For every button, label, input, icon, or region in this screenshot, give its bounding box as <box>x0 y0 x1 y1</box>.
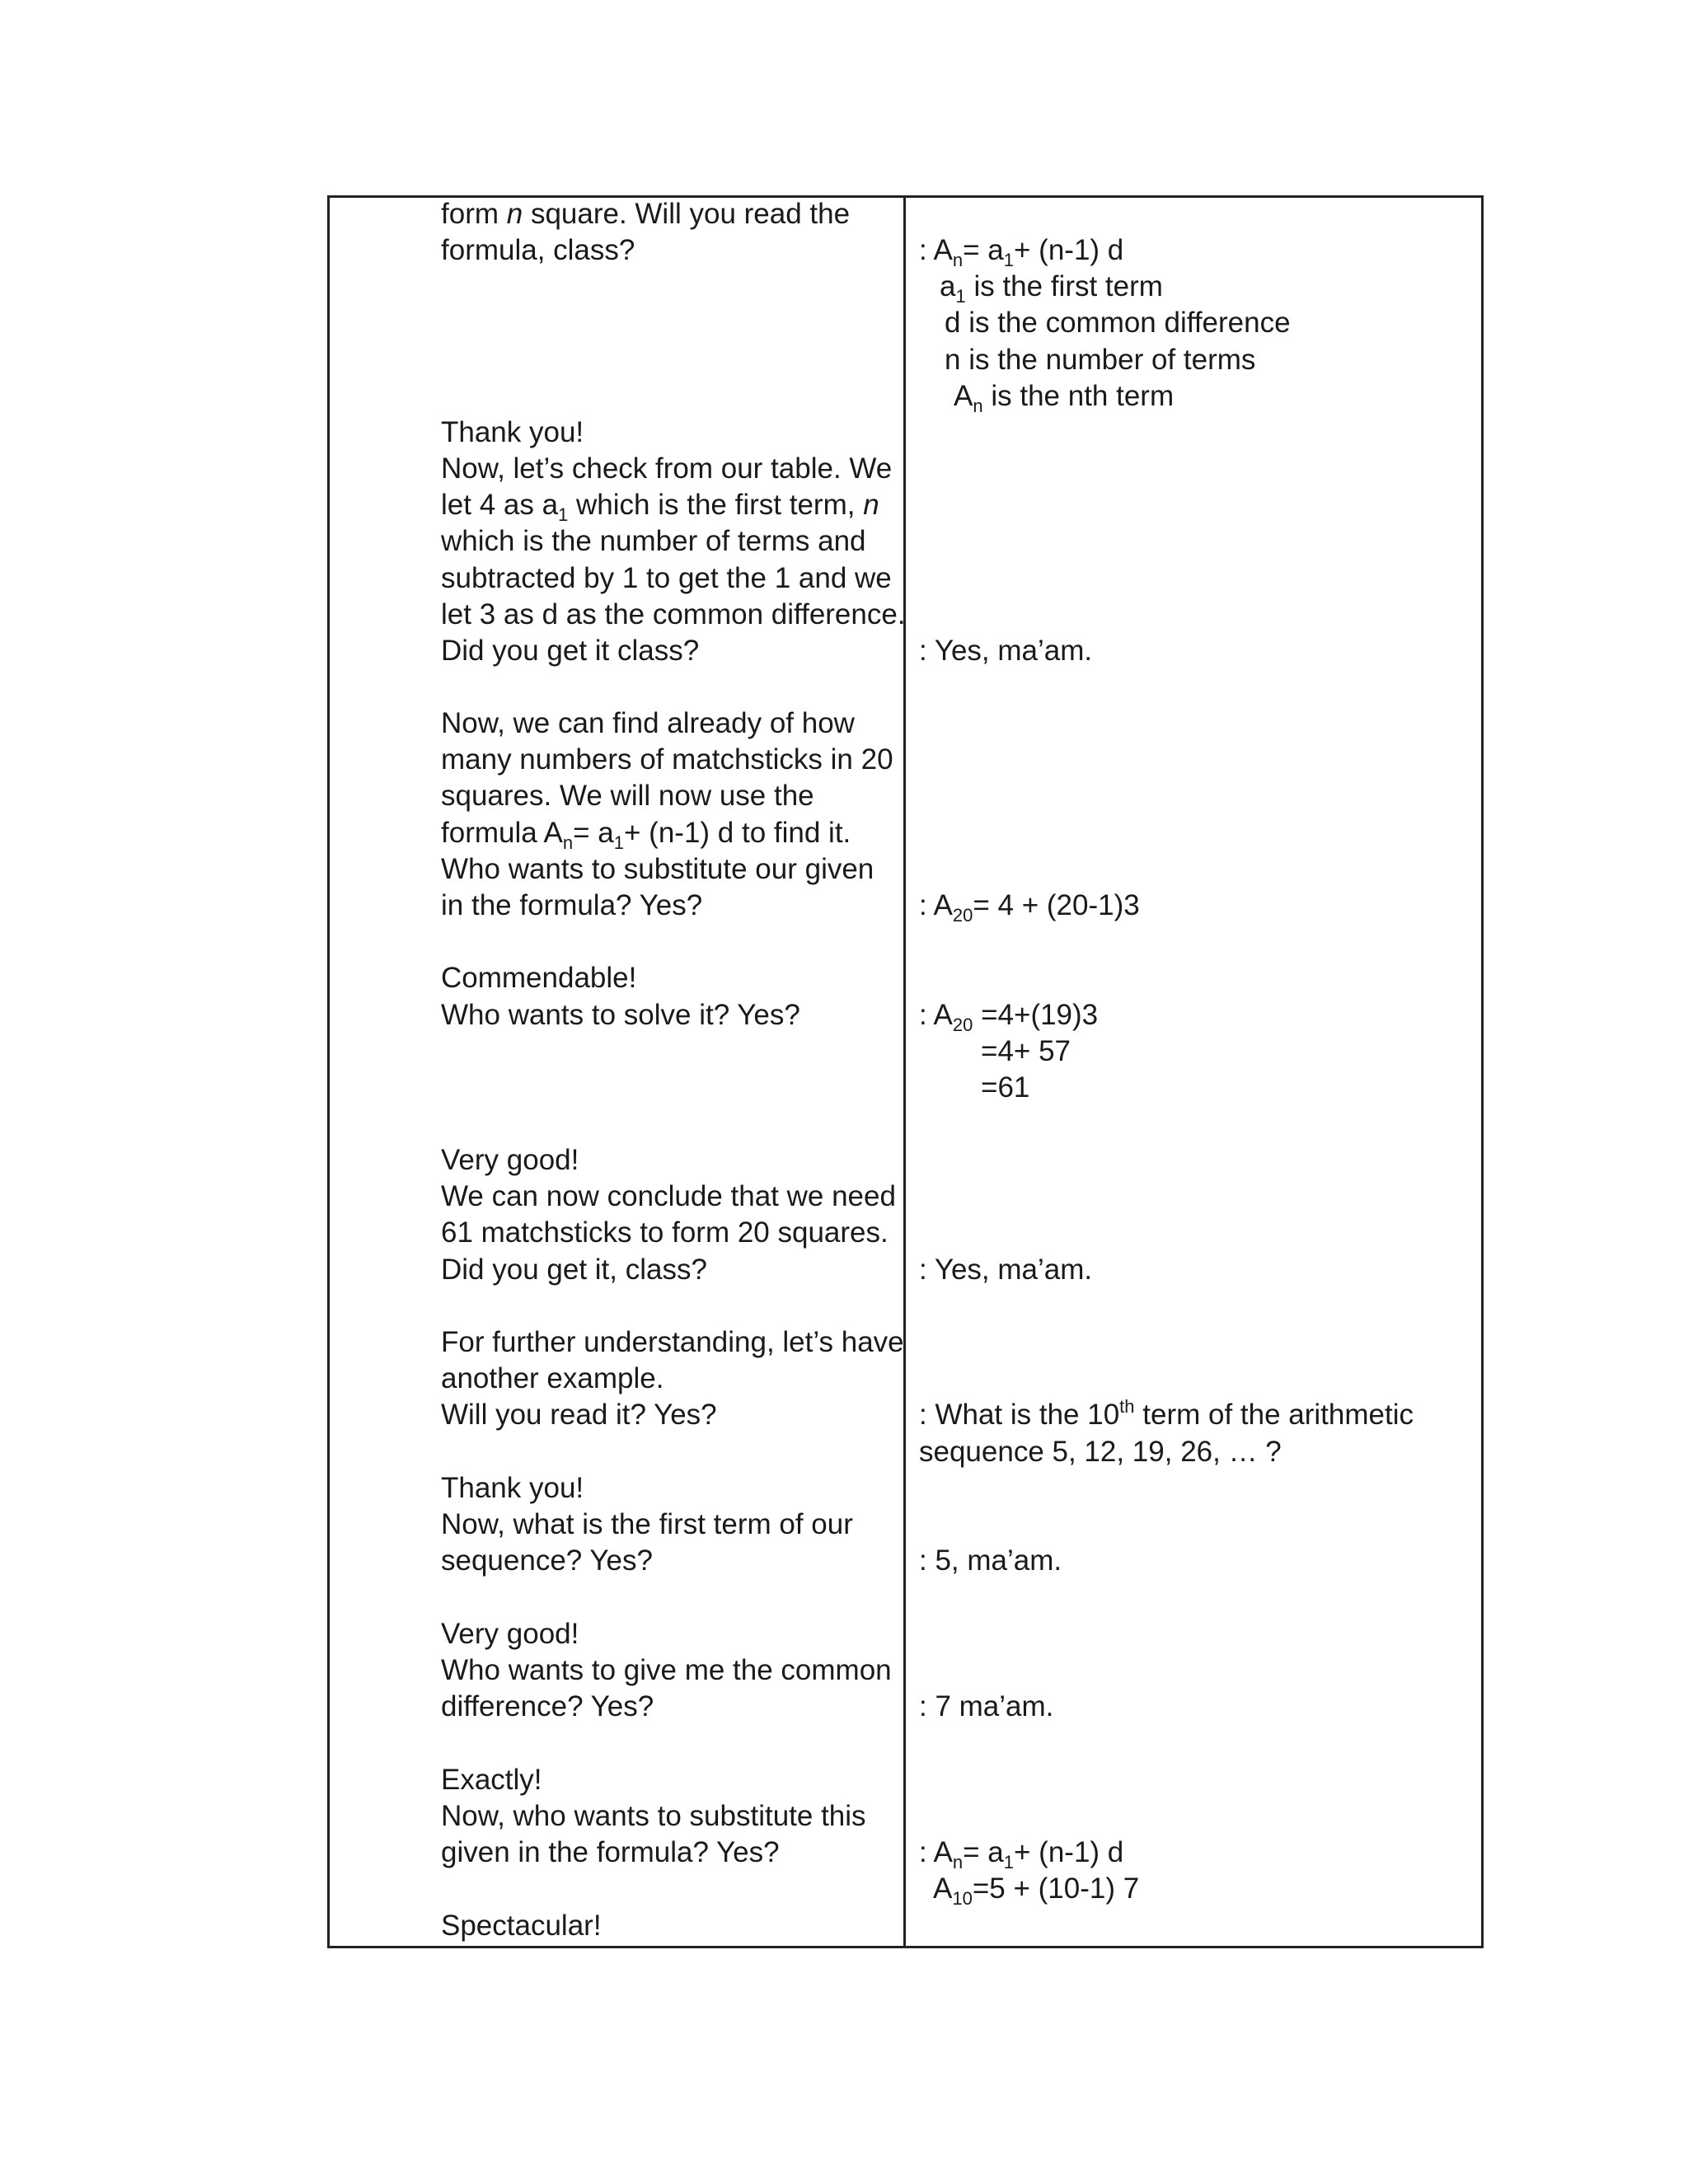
teacher-line: in the formula? Yes? <box>441 889 703 921</box>
teacher-line: Now, let’s check from our table. We <box>441 452 893 485</box>
teacher-line: Did you get it, class? <box>441 1254 707 1286</box>
text: a <box>940 270 956 302</box>
text: form <box>441 198 499 230</box>
teacher-line: We can now conclude that we need <box>441 1180 896 1212</box>
text: n <box>506 198 523 230</box>
teacher-line: formula, class? <box>441 234 635 266</box>
teacher-line: squares. We will now use the <box>441 780 814 812</box>
text: + (n-1) d <box>1014 234 1124 266</box>
student-line: sequence 5, 12, 19, 26, … ? <box>919 1436 1282 1468</box>
student-line <box>919 997 1098 1033</box>
text: square. Will you read the <box>530 198 851 230</box>
text: A <box>933 1872 953 1905</box>
subscript: 1 <box>613 832 624 853</box>
teacher-line: Who wants to substitute our given <box>441 853 874 885</box>
text: : What is the 10 <box>919 1399 1120 1431</box>
teacher-line: Exactly! <box>441 1764 542 1796</box>
teacher-line: difference? Yes? <box>441 1690 654 1722</box>
teacher-line: another example. <box>441 1362 664 1394</box>
teacher-line: Thank you! <box>441 1472 584 1504</box>
subscript: 20 <box>952 1015 973 1035</box>
student-line <box>954 378 1174 415</box>
text: let 4 as a <box>441 489 559 521</box>
text: : A <box>919 999 953 1031</box>
text: : A <box>919 1836 953 1868</box>
subscript: 10 <box>952 1888 973 1909</box>
teacher-line: Will you read it? Yes? <box>441 1399 717 1431</box>
student-line <box>919 1397 1414 1433</box>
teacher-line: let 3 as d as the common difference. <box>441 598 906 630</box>
text: is the nth term <box>991 380 1175 412</box>
teacher-line: Did you get it class? <box>441 635 700 667</box>
student-line <box>940 269 1163 305</box>
teacher-line: Now, what is the first term of our <box>441 1508 853 1540</box>
superscript: th <box>1119 1396 1135 1417</box>
subscript: n <box>952 1852 964 1872</box>
teacher-line: which is the number of terms and <box>441 525 866 557</box>
student-line: n is the number of terms <box>945 344 1256 376</box>
teacher-line: Very good! <box>441 1144 579 1176</box>
text: A <box>954 380 973 412</box>
student-line: =4+ 57 <box>981 1035 1071 1067</box>
subscript: n <box>952 250 964 270</box>
text: + (n-1) d to find it. <box>624 817 851 849</box>
student-line: : 7 ma’am. <box>919 1690 1054 1722</box>
teacher-line <box>441 196 850 232</box>
text: is the first term <box>973 270 1163 302</box>
student-line <box>933 1871 1139 1907</box>
text: =4+(19)3 <box>981 999 1099 1031</box>
student-line: d is the common difference <box>945 307 1291 339</box>
teacher-line: subtracted by 1 to get the 1 and we <box>441 562 892 594</box>
teacher-line: Very good! <box>441 1618 579 1650</box>
student-line: : 5, ma’am. <box>919 1544 1062 1577</box>
teacher-line: 61 matchsticks to form 20 squares. <box>441 1216 889 1249</box>
student-line: : Yes, ma’am. <box>919 635 1093 667</box>
subscript: n <box>562 832 574 853</box>
teacher-line <box>441 487 879 523</box>
text: = a <box>963 1836 1004 1868</box>
teacher-line: Spectacular! <box>441 1910 602 1942</box>
text: n <box>863 489 879 521</box>
student-line <box>919 232 1123 269</box>
subscript: 1 <box>1003 250 1015 270</box>
student-line: =61 <box>981 1071 1030 1104</box>
text: which is the first term, <box>576 489 856 521</box>
teacher-line: many numbers of matchsticks in 20 <box>441 743 893 776</box>
student-line: : Yes, ma’am. <box>919 1254 1093 1286</box>
subscript: 1 <box>1003 1852 1015 1872</box>
student-line <box>919 1835 1123 1871</box>
teacher-line: given in the formula? Yes? <box>441 1836 780 1868</box>
teacher-line: sequence? Yes? <box>441 1544 653 1577</box>
text: =5 + (10-1) 7 <box>972 1872 1140 1905</box>
teacher-line <box>441 815 851 851</box>
subscript: 20 <box>952 905 973 926</box>
teacher-line: Thank you! <box>441 416 584 448</box>
teacher-line: For further understanding, let’s have <box>441 1326 904 1358</box>
text: term of the arithmetic <box>1142 1399 1414 1431</box>
text: = a <box>963 234 1004 266</box>
student-line <box>919 888 1140 924</box>
text: = a <box>573 817 614 849</box>
teacher-line: Now, who wants to substitute this <box>441 1800 866 1832</box>
subscript: 1 <box>955 286 966 307</box>
text: : A <box>919 889 953 921</box>
text: formula A <box>441 817 563 849</box>
column-divider <box>903 195 906 1948</box>
text: + (n-1) d <box>1014 1836 1124 1868</box>
subscript: n <box>973 396 983 416</box>
subscript: 1 <box>558 504 569 525</box>
teacher-line: Now, we can find already of how <box>441 707 855 739</box>
teacher-line: Commendable! <box>441 962 637 994</box>
teacher-line: Who wants to solve it? Yes? <box>441 999 800 1031</box>
text: : A <box>919 234 953 266</box>
text: = 4 + (20-1)3 <box>973 889 1140 921</box>
teacher-line: Who wants to give me the common <box>441 1654 892 1686</box>
